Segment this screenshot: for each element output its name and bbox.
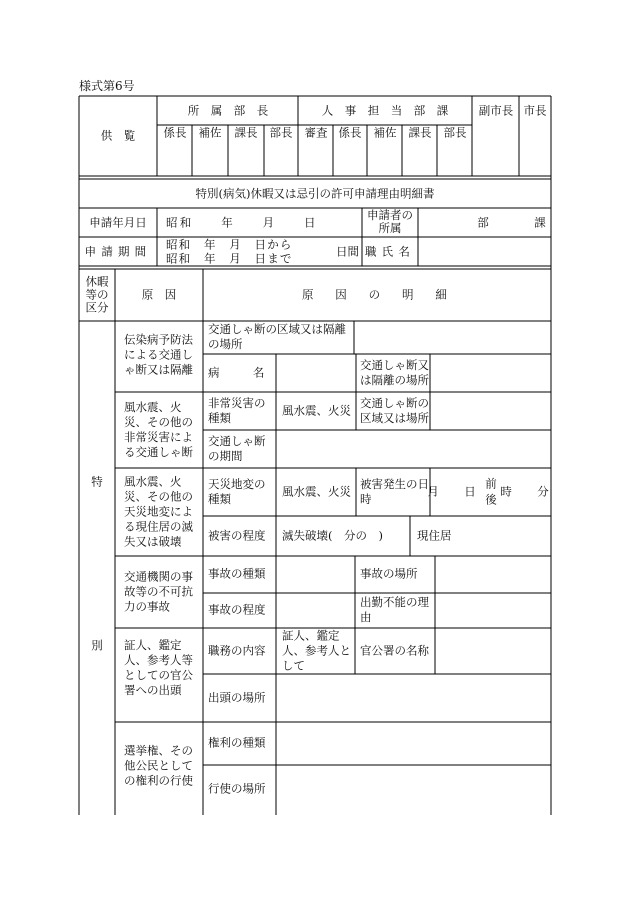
home-damage-label: 被害の程度 — [208, 528, 266, 543]
home-kind-label: 天災地変の種類 — [208, 477, 266, 506]
home-hour-min: 時 分 — [500, 484, 556, 499]
dept-col-section-head: 課長 — [234, 125, 258, 140]
dept-head-header: 所 属 部 長 — [187, 103, 269, 118]
witness-duty-label: 職務の内容 — [208, 643, 266, 658]
dept-col-assistant: 補佐 — [198, 125, 222, 140]
application-date-value[interactable]: 昭和 年 月 日 — [166, 215, 318, 230]
transport-reason-label: 出勤不能の理由 — [360, 595, 429, 624]
hr-col-assistant: 補佐 — [373, 125, 397, 140]
witness-role-value: 証人、鑑定人、参考人として — [282, 628, 351, 673]
disaster-home-cause: 風水震、火災、その他の天災地変による現住居の滅失又は破壊 — [124, 474, 193, 549]
civic-place-label: 行使の場所 — [208, 781, 266, 796]
hr-col-chief: 係長 — [338, 125, 362, 140]
disaster-area-label: 交通しゃ断の区域又は場所 — [360, 396, 429, 425]
name-label: 職氏名 — [364, 244, 416, 259]
cause-header: 原 因 — [141, 287, 177, 302]
infectious-block-place-label: 交通しゃ断又は隔離の場所 — [360, 358, 429, 387]
civic-right-label: 権利の種類 — [208, 735, 266, 750]
witness-place-label: 出頭の場所 — [208, 690, 266, 705]
special-label-bottom: 別 — [91, 638, 103, 653]
hr-col-section-head: 課長 — [408, 125, 432, 140]
disaster-block-cause: 風水震、火災、その他の非常災害による交通しゃ断 — [124, 400, 193, 459]
infectious-place-label: 交通しゃ断の区域又は隔離の場所 — [208, 322, 346, 351]
affiliation-label: 申請者の所属 — [367, 208, 413, 235]
home-pm: 後 — [485, 492, 497, 507]
dept-col-chief: 係長 — [163, 125, 187, 140]
period-from[interactable]: 昭和 年 月 日から — [166, 237, 293, 252]
application-period-label: 申請期間 — [84, 244, 152, 259]
home-kind-value: 風水震、火災 — [282, 484, 351, 499]
explanation-header: 原 因 の 明 細 — [301, 287, 453, 302]
period-to[interactable]: 昭和 年 月 日まで — [166, 251, 293, 266]
special-label-top: 特 — [91, 474, 103, 489]
civic-cause: 選挙権、その他公民としての権利の行使 — [124, 743, 193, 788]
mayor-header: 市長 — [523, 103, 547, 118]
home-residence-label: 現住居 — [417, 528, 452, 543]
category-header: 休暇等の区分 — [85, 274, 109, 315]
witness-office-label: 官公署の名称 — [360, 643, 429, 658]
affiliation-dept-unit: 部 — [477, 215, 489, 230]
hr-col-director: 部長 — [443, 125, 467, 140]
infectious-cause: 伝染病予防法による交通しゃ断又は隔離 — [124, 332, 193, 377]
period-days-label: 日間 — [336, 244, 359, 259]
form-number: 様式第6号 — [79, 79, 135, 93]
home-month-day: 月 日 — [427, 484, 483, 499]
approval-label: 供 覧 — [100, 128, 136, 143]
disaster-kind-value: 風水震、火災 — [282, 403, 351, 418]
witness-cause: 証人、鑑定人、参考人等としての官公署への出頭 — [124, 638, 193, 697]
deputy-mayor-header: 副市長 — [478, 103, 514, 118]
disaster-kind-label: 非常災害の種類 — [208, 396, 266, 425]
hr-col-review: 審査 — [304, 125, 328, 140]
transport-place-label: 事故の場所 — [360, 566, 418, 581]
dept-col-director: 部長 — [269, 125, 293, 140]
home-damage-value: 滅失破壊( 分の ) — [282, 528, 383, 543]
application-date-label: 申請年月日 — [89, 215, 147, 230]
home-datetime-label: 被害発生の日時 — [360, 477, 429, 506]
infectious-disease-label: 病 名 — [208, 365, 268, 380]
home-am: 前 — [485, 476, 497, 491]
hr-dept-header: 人 事 担 当 部 課 — [321, 103, 449, 118]
form-title: 特別(病気)休暇又は忌引の許可申請理由明細書 — [195, 186, 435, 201]
affiliation-section-unit: 課 — [534, 215, 546, 230]
disaster-period-label: 交通しゃ断の期間 — [208, 434, 266, 463]
transport-kind-label: 事故の種類 — [208, 566, 266, 581]
transport-degree-label: 事故の程度 — [208, 602, 266, 617]
transport-cause: 交通機関の事故等の不可抗力の事故 — [124, 569, 193, 614]
